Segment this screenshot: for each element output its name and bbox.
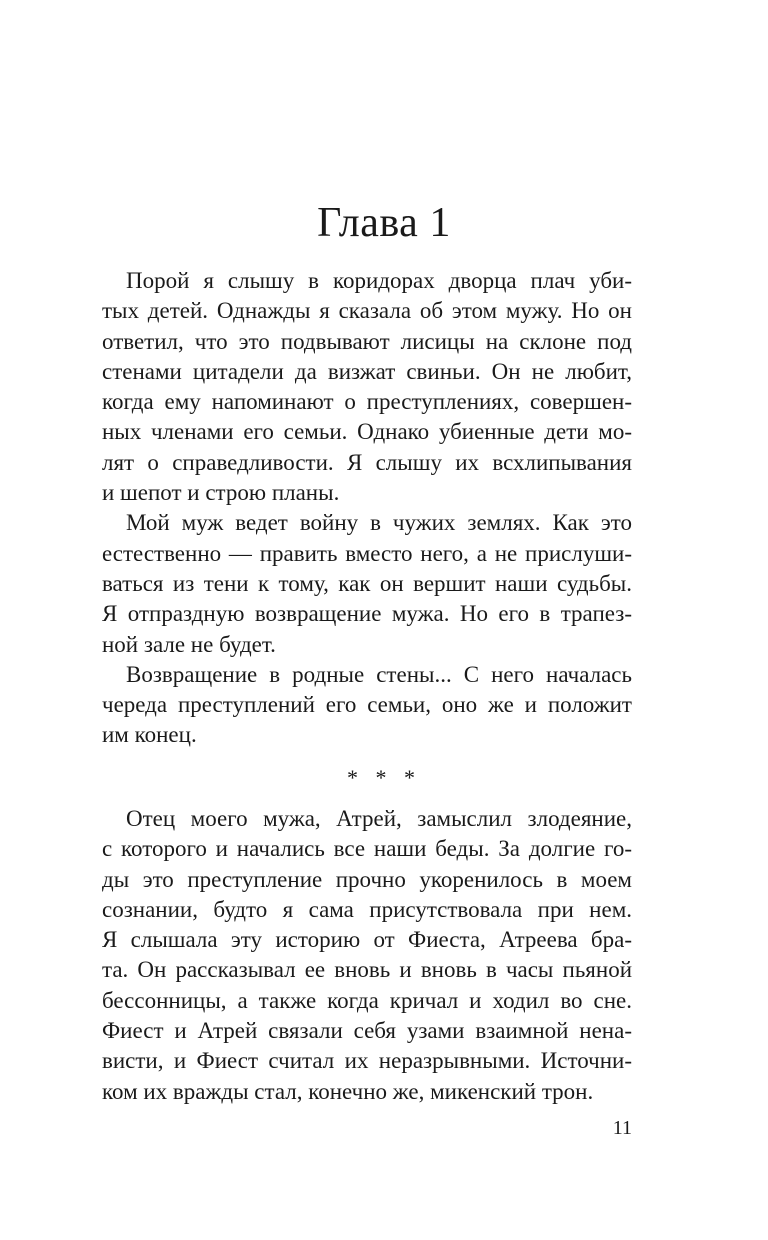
text-line: Отец моего мужа, Атрей, замыслил злодеяние,	[126, 806, 632, 831]
section-2-text	[102, 804, 632, 1107]
paragraph-2	[102, 508, 632, 659]
text-line: ды это преступление прочно укоренилось в моем	[102, 866, 632, 892]
text-line: та. Он рассказывал ее вновь и вновь в часы пьяной	[102, 957, 632, 983]
text-line: Я слышала эту историю от Фиеста, Атреева бра-	[102, 927, 632, 953]
paragraph-3	[102, 660, 632, 751]
text-line: им конец.	[102, 722, 197, 748]
text-line: Порой я слышу в коридорах дворца плач уби-	[126, 268, 632, 293]
text-line: Я отпраздную возвращение мужа. Но его в трапез-	[102, 601, 632, 627]
text-line: когда ему напоминают о преступлениях, совершен-	[102, 389, 632, 415]
text-line: лят о справедливости. Я слышу их всхлипывания	[102, 449, 632, 475]
text-line: Возвращение в родные стены... С него началась	[126, 661, 632, 687]
text-line: бессонницы, а также когда кричал и ходил во сне.	[102, 987, 632, 1013]
text-line: висти, и Фиест считал их неразрывными. Источни-	[102, 1048, 632, 1074]
text-line: ком их вражды стал, конечно же, микенский трон.	[102, 1078, 594, 1104]
paragraph-1	[102, 266, 632, 508]
text-line: тых детей. Однажды я сказала об этом мужу. Но он	[102, 298, 632, 324]
text-line: естественно — править вместо него, а не прислуши-	[102, 540, 632, 566]
section-1-text	[102, 266, 632, 751]
chapter-title: Глава 1	[317, 200, 451, 246]
text-line: сознании, будто я сама присутствовала при нем.	[102, 896, 632, 922]
text-line: с которого и начались все наши беды. За долгие го-	[102, 836, 632, 862]
text-line: Фиест и Атрей связали себя узами взаимной нена-	[102, 1018, 632, 1044]
text-line: ваться из тени к тому, как он вершит наши судьбы.	[102, 570, 632, 596]
section-separator: * * *	[347, 765, 421, 790]
paragraph-4	[102, 804, 632, 1107]
text-line: ных членами его семьи. Однако убиенные дети мо-	[102, 419, 632, 445]
text-line: Мой муж ведет войну в чужих землях. Как это	[126, 510, 632, 536]
text-line: ответил, что это подвывают лисицы на склоне под	[102, 328, 632, 354]
text-line: и шепот и строю планы.	[102, 480, 340, 506]
text-line: череда преступлений его семьи, оно же и положит	[102, 692, 632, 718]
text-line: стенами цитадели да визжат свиньи. Он не любит,	[102, 358, 632, 384]
page-number: 11	[612, 1117, 632, 1139]
text-line: ной зале не будет.	[102, 631, 276, 657]
